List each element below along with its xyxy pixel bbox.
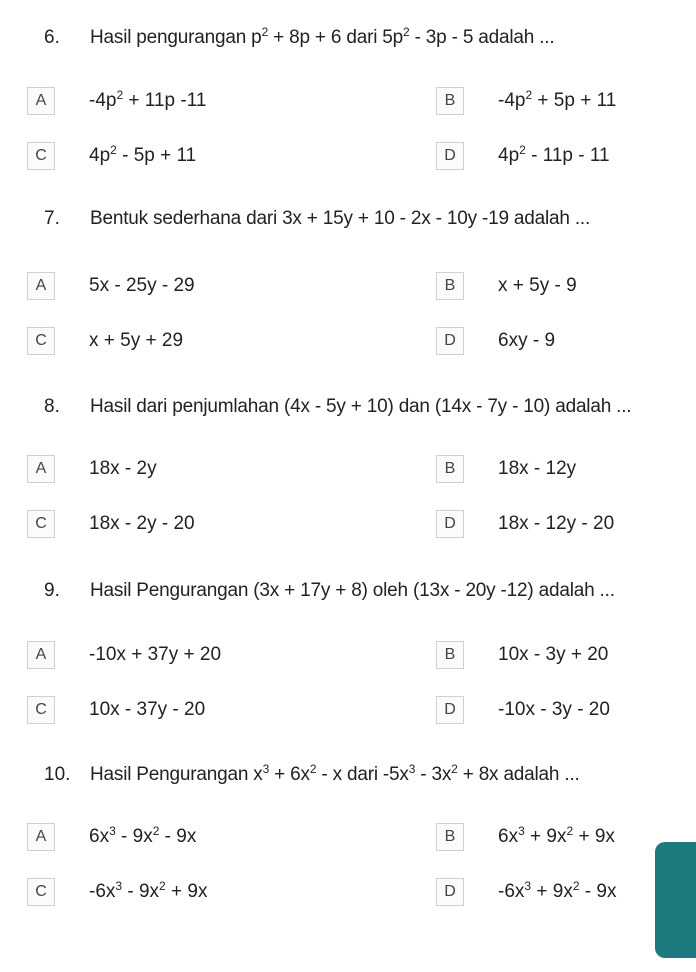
question-text: Hasil pengurangan $p^2 + 8p + 6$ dari $5p^2 - 3p - 5$ adalah ... — [90, 25, 555, 48]
option-text: 10x - 37y - 20 — [89, 699, 206, 720]
option-7c[interactable] — [27, 326, 184, 356]
option-9d[interactable] — [436, 695, 610, 725]
option-letter: B — [436, 823, 464, 851]
question-8 — [0, 392, 696, 422]
option-text: 6xy - 9 — [498, 330, 556, 351]
option-6c[interactable] — [27, 141, 197, 171]
option-text: x + 5y - 9 — [498, 275, 577, 296]
option-text: $-6x^3 - 9x^2 + 9x$ — [89, 879, 208, 902]
option-text: -10x + 37y + 20 — [89, 644, 222, 665]
option-letter: D — [436, 878, 464, 906]
option-letter: B — [436, 641, 464, 669]
question-10 — [0, 760, 696, 790]
option-10d[interactable] — [436, 877, 617, 907]
option-9b[interactable] — [436, 640, 609, 670]
question-number: 10. — [44, 764, 71, 785]
option-9a[interactable] — [27, 640, 222, 670]
option-letter: C — [27, 878, 55, 906]
option-10a[interactable] — [27, 822, 197, 852]
option-text: 18x - 12y - 20 — [498, 513, 615, 534]
option-text: $4p^2 - 11p - 11$ — [498, 143, 610, 166]
option-letter: D — [436, 142, 464, 170]
option-text: 5x - 25y - 29 — [89, 275, 195, 296]
option-text: 18x - 2y - 20 — [89, 513, 195, 534]
option-text: 10x - 3y + 20 — [498, 644, 609, 665]
option-7a[interactable] — [27, 271, 195, 301]
option-text: x + 5y + 29 — [89, 330, 184, 351]
option-9c[interactable] — [27, 695, 206, 725]
question-number: 7. — [44, 208, 60, 229]
option-6d[interactable] — [436, 141, 610, 171]
option-8a[interactable] — [27, 454, 157, 484]
question-text: Hasil dari penjumlahan (4x - 5y + 10) dan (14x - 7y - 10) adalah ... — [90, 396, 632, 417]
option-text: $6x^3 + 9x^2 + 9x$ — [498, 824, 615, 847]
option-8c[interactable] — [27, 509, 195, 539]
option-text: $-4p^2 + 5p + 11$ — [498, 88, 617, 111]
question-9 — [0, 576, 696, 606]
option-letter: C — [27, 142, 55, 170]
option-letter: A — [27, 87, 55, 115]
option-letter: D — [436, 510, 464, 538]
question-6 — [0, 23, 696, 53]
option-letter: B — [436, 455, 464, 483]
option-letter: A — [27, 823, 55, 851]
option-8b[interactable] — [436, 454, 577, 484]
option-10c[interactable] — [27, 877, 208, 907]
option-7b[interactable] — [436, 271, 577, 301]
option-8d[interactable] — [436, 509, 615, 539]
question-7 — [0, 204, 696, 234]
option-letter: A — [27, 641, 55, 669]
question-text: Hasil Pengurangan (3x + 17y + 8) oleh (13x - 20y -12) adalah ... — [90, 580, 615, 601]
question-text: Bentuk sederhana dari 3x + 15y + 10 - 2x - 10y -19 adalah ... — [90, 208, 591, 229]
option-10b[interactable] — [436, 822, 615, 852]
option-letter: A — [27, 455, 55, 483]
option-letter: C — [27, 510, 55, 538]
side-scroll-tab[interactable] — [655, 842, 696, 958]
question-number: 6. — [44, 27, 60, 48]
option-text: 18x - 12y — [498, 458, 577, 479]
option-letter: B — [436, 87, 464, 115]
option-text: $6x^3 - 9x^2 - 9x$ — [89, 824, 197, 847]
option-letter: D — [436, 696, 464, 724]
option-text: $-6x^3 + 9x^2 - 9x$ — [498, 879, 617, 902]
option-6a[interactable] — [27, 86, 207, 116]
option-letter: C — [27, 327, 55, 355]
question-number: 8. — [44, 396, 60, 417]
question-text: Hasil Pengurangan $x^3 + 6x^2 - x$ dari $-5x^3 - 3x^2 + 8x$ adalah ... — [90, 762, 580, 785]
option-letter: A — [27, 272, 55, 300]
question-number: 9. — [44, 580, 60, 601]
option-text: -10x - 3y - 20 — [498, 699, 610, 720]
option-letter: C — [27, 696, 55, 724]
option-text: $-4p^2 + 11p$ -11 — [89, 88, 207, 111]
option-text: $4p^2 - 5p + 11$ — [89, 143, 197, 166]
option-6b[interactable] — [436, 86, 617, 116]
option-7d[interactable] — [436, 326, 556, 356]
option-letter: D — [436, 327, 464, 355]
option-letter: B — [436, 272, 464, 300]
option-text: 18x - 2y — [89, 458, 157, 479]
